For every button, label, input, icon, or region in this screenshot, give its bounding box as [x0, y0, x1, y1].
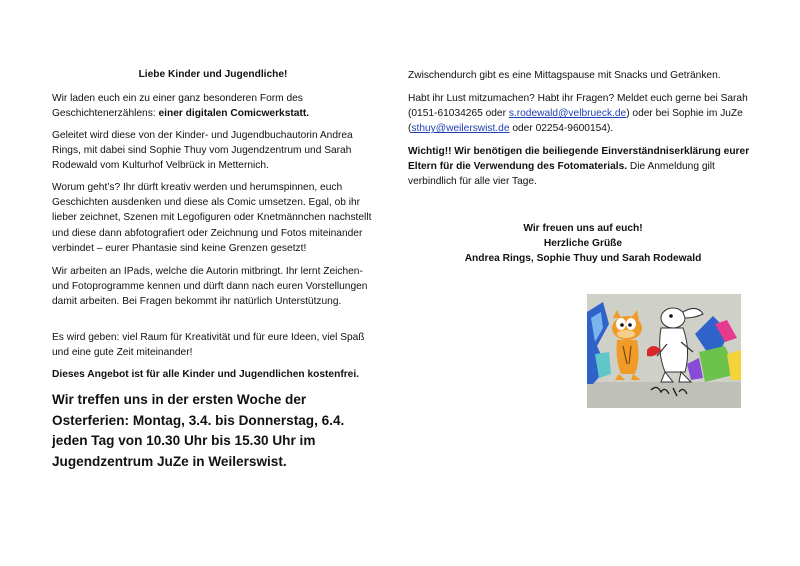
paragraph-free: Dieses Angebot ist für alle Kinder und Jugendlichen kostenfrei. — [52, 369, 359, 380]
registration-note: Die Anmeldung gilt verbindlich für alle vier Tage. — [408, 161, 715, 188]
paragraph-contact — [408, 91, 748, 137]
paragraph-leaders: Geleitet wird diese von der Kinder- und Jugendbuchautorin Andrea Rings, mit dabei sind Sophie Thuy vom Jugendzentrum und Sarah Rodewald vom Kulturhof Velbrück in Metternich. — [52, 130, 353, 172]
paragraph-offer: Es wird geben: viel Raum für Kreativität und für eure Ideen, viel Spaß und eine gute Zeit miteinander! — [52, 332, 365, 359]
paragraph-lunch: Zwischendurch gibt es eine Mittagspause mit Snacks und Getränken. — [408, 70, 721, 81]
contact-text-c: oder 02254-9600154). — [509, 123, 614, 135]
closing-block — [408, 221, 758, 267]
graffiti-photo — [587, 294, 741, 408]
invitation-text: Wir laden euch ein zu einer ganz besonderen Form des Geschichtenerzählens: — [52, 93, 303, 120]
invitation-highlight: einer digitalen Comicwerkstatt. — [158, 108, 310, 120]
contact-text-b: ) oder bei Sophie im JuZe ( — [408, 108, 743, 135]
paragraph-important — [408, 144, 758, 190]
greeting-heading: Liebe Kinder und Jugendliche! — [138, 69, 288, 80]
paragraph-invitation — [52, 91, 374, 121]
important-notice: Wichtig!! Wir benötigen die beiliegende Einverständniserklärung eurer Eltern für die Verwendung des Fotomaterials. — [408, 146, 750, 173]
contact-text-a: Habt ihr Lust mitzumachen? Habt ihr Fragen? Meldet euch gerne bei Sarah (0151-61034265 oder — [408, 93, 748, 120]
closing-signature: Andrea Rings, Sophie Thuy und Sarah Rodewald — [464, 253, 702, 265]
meeting-details: Wir treffen uns in der ersten Woche der Osterferien: Montag, 3.4. bis Donnerstag, 6.4. jeden Tag von 10.30 Uhr bis 15.30 Uhr im Jugendzentrum JuZe in Weilerswist. — [52, 392, 345, 469]
graffiti-illustration — [587, 294, 741, 408]
paragraph-description: Worum geht’s? Ihr dürft kreativ werden und herumspinnen, euch Geschichten ausdenken und diese als Comic umsetzen. Egal, ob ihr lieber zeichnet, Szenen mit Legofiguren oder Knetmännchen nachstellt und diese dann abfotografiert oder Zeichnung und Fotos miteinander verbindet – eurer Phantasie sind keine Grenzen gesetzt! — [52, 182, 372, 254]
paragraph-ipads: Wir arbeiten an IPads, welche die Autorin mitbringt. Ihr lernt Zeichen- und Fotoprogramme kennen und dürft dann nach euren Vorstellungen damit arbeiten. Bei Fragen bekommt ihr natürlich Unterstützung. — [52, 266, 368, 308]
closing-line-2: Herzliche Grüße — [543, 238, 623, 250]
email-link-sarah[interactable]: s.rodewald@velbrueck.de — [508, 108, 627, 120]
closing-line-1: Wir freuen uns auf euch! — [523, 223, 643, 234]
email-link-sophie[interactable]: sthuy@weilerswist.de — [411, 123, 510, 135]
